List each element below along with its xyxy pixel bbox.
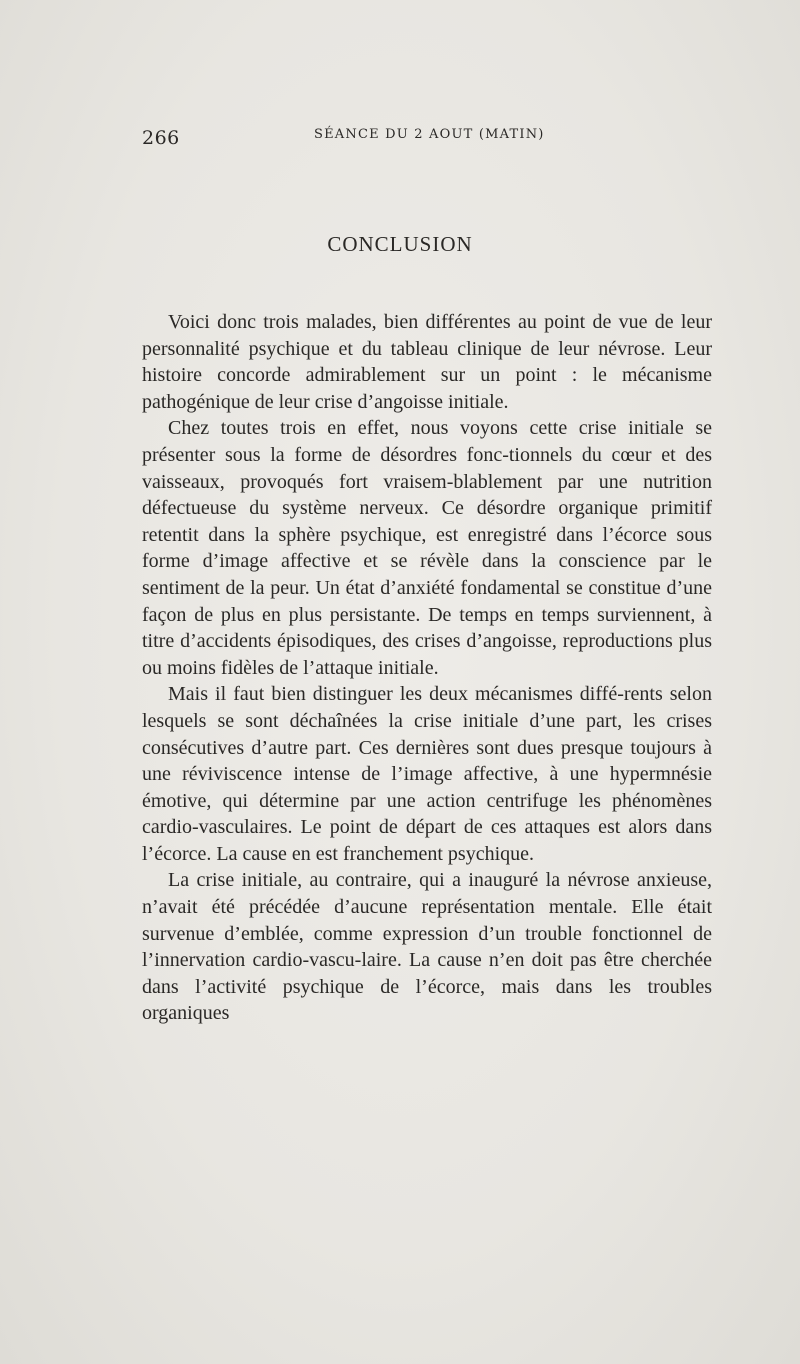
page-header — [142, 127, 712, 157]
paragraph: Mais il faut bien distinguer les deux mécanismes diffé-rents selon lesquels se sont déchaînées la crise initiale d’une part, les crises consécutives d’autre part. Ces dernières sont dues presque toujours à une réviviscence intense de l’image affective, à une hypermnésie émotive, qui détermine par une action centrifuge les phénomènes cardio-vasculaires. Le point de départ de ces attaques est alors dans l’écorce. La cause en est franchement psychique. — [142, 683, 712, 865]
body-text — [142, 309, 712, 1027]
page-number: 266 — [142, 127, 180, 149]
paragraph: Voici donc trois malades, bien différentes au point de vue de leur personnalité psychique et du tableau clinique de leur névrose. Leur histoire concorde admirablement sur un point : le mécanisme pathogénique de leur crise d’angoisse initiale. — [142, 311, 712, 413]
paragraph: La crise initiale, au contraire, qui a inauguré la névrose anxieuse, n’avait été précédée d’aucune représentation mentale. Elle était survenue d’emblée, comme expression d’un trouble fonctionnel de l’innervation cardio-vascu-laire. La cause n’en doit pas être cherchée dans l’activité psychique de l’écorce, mais dans les troubles organiques — [142, 869, 712, 1025]
section-title: CONCLUSION — [327, 232, 473, 256]
running-head: SÉANCE DU 2 AOUT (MATIN) — [314, 127, 545, 142]
paragraph: Chez toutes trois en effet, nous voyons cette crise initiale se présenter sous la forme de désordres fonc-tionnels du cœur et des vaisseaux, provoqués fort vraisem-blablement par une nutrition défectueuse du système nerveux. Ce désordre organique primitif retentit dans la sphère psychique, est enregistré dans l’écorce sous forme d’image affective et se révèle dans la conscience par le sentiment de la peur. Un état d’anxiété fondamental se constitue d’une façon de plus en plus persistante. De temps en temps surviennent, à titre d’accidents épisodiques, des crises d’angoisse, reproductions plus ou moins fidèles de l’attaque initiale. — [142, 417, 712, 679]
